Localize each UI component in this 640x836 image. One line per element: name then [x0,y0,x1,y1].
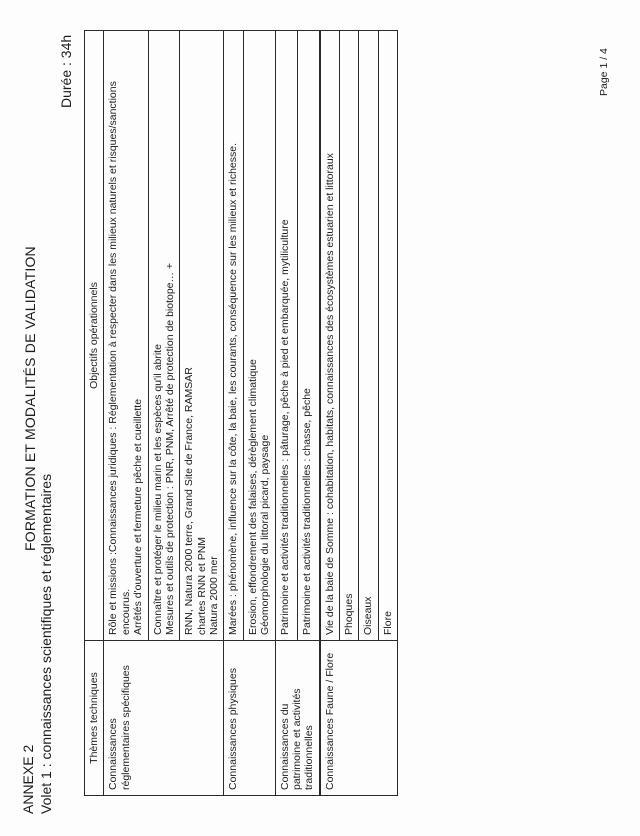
objective-cell: Marées : phénomène, influence sur la côte, la baie, les courants, conséquence sur les milieux et richesse. [224,31,243,641]
objective-cell: Rôle et missions :Connaissances juridiques : Réglementation à respecter dans les milieux naturels et risques/sanctions encourus. Arrêtés d'ouverture et fermeture pêche et cueillette [104,31,148,641]
theme-cell: Connaissances du patrimoine et activités traditionnelles [275,641,320,796]
table-row [320,31,340,796]
column-header-objectives: Objectifs opérationnels [85,31,104,641]
table-row [275,31,297,796]
theme-cell: Connaissances Faune / Flore [320,641,398,796]
column-header-themes: Thèmes techniques [85,641,104,796]
table-header-row [85,31,104,796]
objective-cell: Vie de la baie de Somme : cohabitation, habitats, connaissances des écosystèmes estuarien et littoraux [320,31,340,641]
objectives-table [84,30,398,796]
table-row [224,31,243,796]
theme-cell: Connaissances physiques [224,641,275,796]
annex-label: ANNEXE 2 [20,744,36,814]
objective-cell: Phoques [340,31,359,641]
objective-cell: RNN, Natura 2000 terre, Grand Site de France, RAMSAR chartes RNN et PNM Natura 2000 mer [180,31,224,641]
objective-cell: Erosion, effondrement des falaises, dérèglement climatique Géomorphologie du littoral picard, paysage [243,31,275,641]
page-number: Page 1 / 4 [598,48,610,96]
objective-cell: Patrimoine et activités traditionnelles : pâturage, pêche à pied et embarquée, mytiliculture [275,31,297,641]
objective-cell: Oiseaux [359,31,378,641]
page-title: FORMATION ET MODALITÉS DE VALIDATION [22,246,38,551]
table-row [104,31,148,796]
objective-cell: Patrimoine et activités traditionnelles : chasse, pêche [297,31,320,641]
rotated-sheet [10,0,630,836]
duration-label: Durée : 34h [58,34,74,108]
objective-cell: Flore [378,31,397,641]
volet-heading: Volet 1 : connaissances scientifiques et réglementaires [38,473,54,814]
theme-cell: Connaissances réglementaires spécifiques [104,641,224,796]
objective-cell: Connaître et protéger le milieu marin et les espèces qu'il abrite Mesures et outils de protection : PNR, PNM, Arrêté de protection de biotope… + [148,31,180,641]
